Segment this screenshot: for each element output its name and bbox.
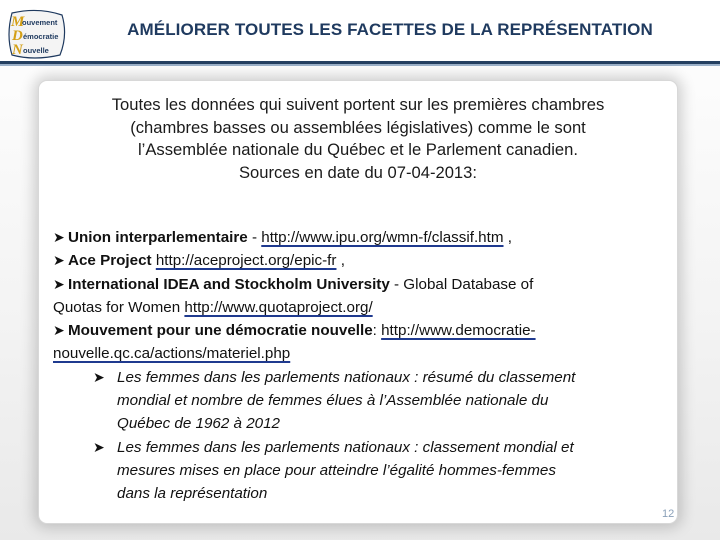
sub-item-1-line: Québec de 1962 à 2012 xyxy=(117,415,280,433)
source-desc: Quotas for Women xyxy=(53,298,185,316)
intro-line: Sources en date du 07-04-2013: xyxy=(238,162,478,182)
arrow-bullet-icon: ➤ xyxy=(93,438,105,455)
source-item-ipu xyxy=(53,226,673,249)
logo-word-1: ouvement xyxy=(22,18,58,27)
arrow-bullet-icon: ➤ xyxy=(53,229,65,245)
ipu-link[interactable]: http://www.ipu.org/wmn-f/classif.htm xyxy=(261,229,504,246)
trailing-punct: , xyxy=(336,252,345,270)
logo-word-2: émocratie xyxy=(23,32,59,41)
slide-title: AMÉLIORER TOUTES LES FACETTES DE LA REPRÉSENTATION xyxy=(127,20,653,39)
mdn-link-part1[interactable]: http://www.democratie- xyxy=(381,322,536,340)
source-item-idea-cont xyxy=(53,296,673,319)
source-name: Mouvement pour une démocratie nouvelle xyxy=(68,322,373,340)
sub-item-text: Les femmes dans les parlements nationaux : classement mondial et xyxy=(117,438,574,456)
intro-line: l’Assemblée nationale du Québec et le Parlement canadien. xyxy=(137,140,578,159)
source-item-mdn xyxy=(53,319,673,342)
header-rule-accent xyxy=(0,64,720,66)
arrow-bullet-icon: ➤ xyxy=(53,322,65,339)
source-name: Union interparlementaire xyxy=(68,229,248,246)
quotaproject-link[interactable]: http://www.quotaproject.org/ xyxy=(184,298,373,316)
source-item-mdn-cont xyxy=(53,342,673,365)
slide-header xyxy=(0,0,720,66)
source-name: International IDEA and Stockholm University xyxy=(68,275,390,293)
source-desc: - Global Database of xyxy=(389,275,534,293)
sub-item-1-line: mondial et nombre de femmes élues à l’Assemblée nationale du xyxy=(117,392,549,410)
sub-item-2-line: mesures mises en place pour atteindre l’égalité hommes-femmes xyxy=(117,461,556,479)
arrow-bullet-icon: ➤ xyxy=(53,252,65,269)
logo-word-3: ouvelle xyxy=(23,46,49,55)
source-item-idea xyxy=(53,273,673,296)
arrow-bullet-icon: ➤ xyxy=(93,368,105,385)
sources-list xyxy=(53,226,673,506)
organization-logo xyxy=(4,9,70,61)
sub-item-2 xyxy=(53,436,673,459)
intro-line: Toutes les données qui suivent portent sur les premières chambres xyxy=(111,95,605,114)
ace-link[interactable]: http://aceproject.org/epic-fr xyxy=(155,252,337,270)
separator: - xyxy=(247,229,262,246)
intro-line: (chambres basses ou assemblées législatives) comme le sont xyxy=(130,117,586,137)
source-name: Ace Project xyxy=(68,252,152,270)
arrow-bullet-icon: ➤ xyxy=(53,275,65,292)
logo-initial-d: D xyxy=(12,28,23,44)
sub-item-1 xyxy=(53,366,673,389)
source-item-ace xyxy=(53,249,673,272)
page-number: 12 xyxy=(662,508,675,520)
logo-initial-n: N xyxy=(12,42,23,58)
intro-paragraph xyxy=(46,94,670,184)
logo-initial-m: M xyxy=(11,14,25,30)
trailing-punct: , xyxy=(503,229,512,246)
sub-item-2-line: dans la représentation xyxy=(117,485,268,503)
mdn-link-part2[interactable]: nouvelle.qc.ca/actions/materiel.php xyxy=(53,345,291,363)
sub-item-text: Les femmes dans les parlements nationaux : résumé du classement xyxy=(117,368,576,386)
separator: : xyxy=(372,322,382,340)
